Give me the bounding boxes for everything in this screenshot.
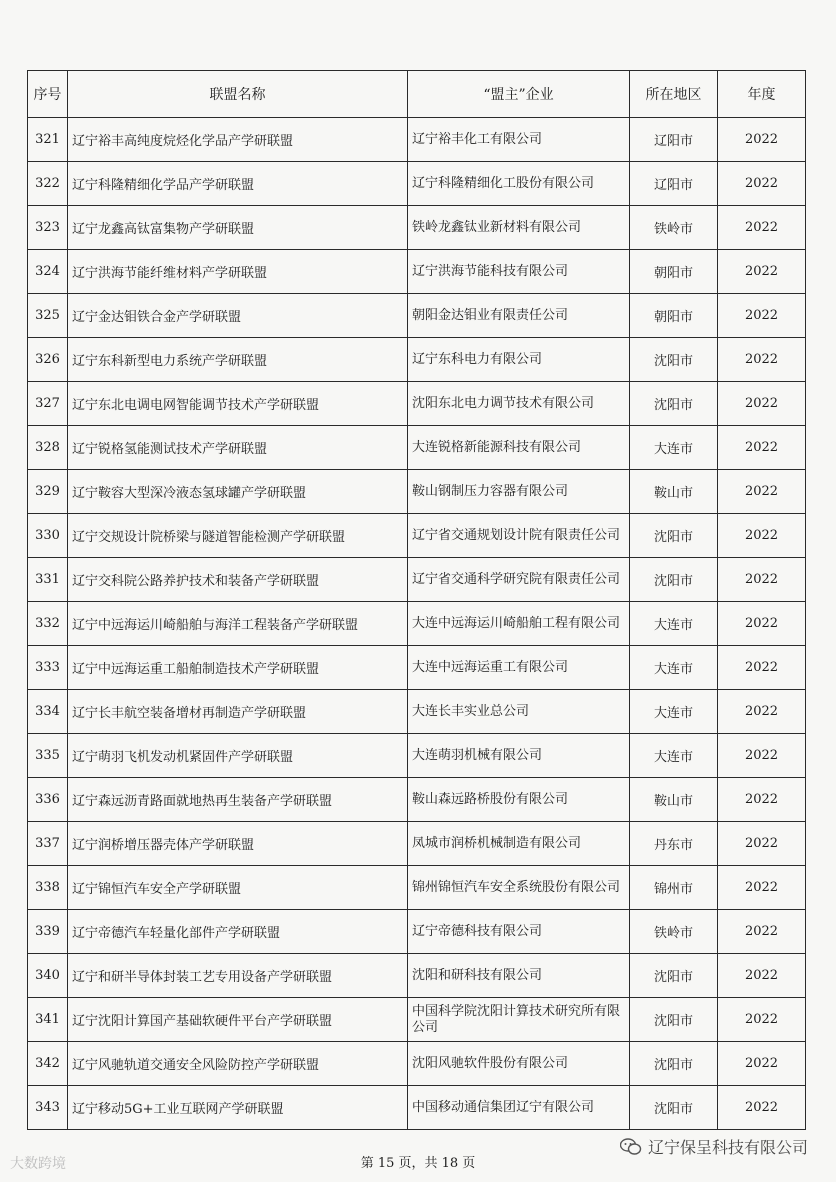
- cell-lead-enterprise: 中国科学院沈阳计算技术研究所有限公司: [408, 998, 630, 1042]
- cell-year: 2022: [718, 558, 806, 602]
- cell-lead-enterprise: 辽宁裕丰化工有限公司: [408, 118, 630, 162]
- header-name: 联盟名称: [68, 71, 408, 118]
- watermark-right: [620, 1135, 808, 1158]
- cell-no: 334: [28, 690, 68, 734]
- table-row: [28, 1042, 806, 1086]
- cell-alliance-name: 辽宁鞍容大型深冷液态氢球罐产学研联盟: [68, 470, 408, 514]
- cell-lead-enterprise: 沈阳风驰软件股份有限公司: [408, 1042, 630, 1086]
- cell-alliance-name: 辽宁长丰航空装备增材再制造产学研联盟: [68, 690, 408, 734]
- cell-no: 339: [28, 910, 68, 954]
- cell-lead-enterprise: 大连中远海运重工有限公司: [408, 646, 630, 690]
- cell-year: 2022: [718, 470, 806, 514]
- table-row: [28, 910, 806, 954]
- cell-year: 2022: [718, 382, 806, 426]
- table-row: [28, 778, 806, 822]
- cell-lead-enterprise: 辽宁省交通规划设计院有限责任公司: [408, 514, 630, 558]
- cell-alliance-name: 辽宁萌羽飞机发动机紧固件产学研联盟: [68, 734, 408, 778]
- cell-year: 2022: [718, 294, 806, 338]
- cell-lead-enterprise: 沈阳东北电力调节技术有限公司: [408, 382, 630, 426]
- cell-alliance-name: 辽宁锦恒汽车安全产学研联盟: [68, 866, 408, 910]
- cell-lead-enterprise: 大连中远海运川崎船舶工程有限公司: [408, 602, 630, 646]
- cell-no: 322: [28, 162, 68, 206]
- watermark-left-text: 大数跨境: [10, 1156, 66, 1172]
- cell-lead-enterprise: 凤城市润桥机械制造有限公司: [408, 822, 630, 866]
- cell-region: 丹东市: [630, 822, 718, 866]
- table-row: [28, 294, 806, 338]
- cell-lead-enterprise: 锦州锦恒汽车安全系统股份有限公司: [408, 866, 630, 910]
- table-row: [28, 822, 806, 866]
- cell-year: 2022: [718, 1042, 806, 1086]
- table-row: [28, 162, 806, 206]
- cell-year: 2022: [718, 734, 806, 778]
- alliance-table: [27, 70, 806, 1130]
- cell-no: 321: [28, 118, 68, 162]
- table-row: [28, 514, 806, 558]
- cell-lead-enterprise: 辽宁省交通科学研究院有限责任公司: [408, 558, 630, 602]
- cell-alliance-name: 辽宁风驰轨道交通安全风险防控产学研联盟: [68, 1042, 408, 1086]
- cell-region: 朝阳市: [630, 294, 718, 338]
- cell-lead-enterprise: 辽宁帝德科技有限公司: [408, 910, 630, 954]
- cell-no: 338: [28, 866, 68, 910]
- table-row: [28, 602, 806, 646]
- cell-no: 324: [28, 250, 68, 294]
- cell-no: 340: [28, 954, 68, 998]
- cell-no: 326: [28, 338, 68, 382]
- cell-no: 342: [28, 1042, 68, 1086]
- table-row: [28, 1086, 806, 1130]
- cell-no: 343: [28, 1086, 68, 1130]
- cell-alliance-name: 辽宁东北电调电网智能调节技术产学研联盟: [68, 382, 408, 426]
- cell-lead-enterprise: 辽宁科隆精细化工股份有限公司: [408, 162, 630, 206]
- cell-year: 2022: [718, 690, 806, 734]
- cell-lead-enterprise: 大连长丰实业总公司: [408, 690, 630, 734]
- cell-lead-enterprise: 沈阳和研科技有限公司: [408, 954, 630, 998]
- cell-lead-enterprise: 铁岭龙鑫钛业新材料有限公司: [408, 206, 630, 250]
- cell-region: 鞍山市: [630, 778, 718, 822]
- header-region: 所在地区: [630, 71, 718, 118]
- cell-alliance-name: 辽宁沈阳计算国产基础软硬件平台产学研联盟: [68, 998, 408, 1042]
- cell-no: 337: [28, 822, 68, 866]
- cell-no: 327: [28, 382, 68, 426]
- cell-alliance-name: 辽宁裕丰高纯度烷烃化学品产学研联盟: [68, 118, 408, 162]
- cell-no: 329: [28, 470, 68, 514]
- cell-region: 辽阳市: [630, 118, 718, 162]
- wechat-icon: [620, 1138, 642, 1156]
- cell-region: 大连市: [630, 602, 718, 646]
- cell-lead-enterprise: 大连锐格新能源科技有限公司: [408, 426, 630, 470]
- table-row: [28, 118, 806, 162]
- header-year: 年度: [718, 71, 806, 118]
- cell-lead-enterprise: 辽宁洪海节能科技有限公司: [408, 250, 630, 294]
- cell-region: 沈阳市: [630, 514, 718, 558]
- cell-alliance-name: 辽宁中远海运川崎船舶与海洋工程装备产学研联盟: [68, 602, 408, 646]
- table-row: [28, 954, 806, 998]
- cell-lead-enterprise: 鞍山森远路桥股份有限公司: [408, 778, 630, 822]
- cell-region: 锦州市: [630, 866, 718, 910]
- cell-region: 鞍山市: [630, 470, 718, 514]
- cell-no: 325: [28, 294, 68, 338]
- table-row: [28, 866, 806, 910]
- cell-no: 341: [28, 998, 68, 1042]
- cell-no: 331: [28, 558, 68, 602]
- cell-alliance-name: 辽宁润桥增压器壳体产学研联盟: [68, 822, 408, 866]
- cell-year: 2022: [718, 954, 806, 998]
- cell-year: 2022: [718, 998, 806, 1042]
- header-no: 序号: [28, 71, 68, 118]
- cell-alliance-name: 辽宁帝德汽车轻量化部件产学研联盟: [68, 910, 408, 954]
- cell-year: 2022: [718, 1086, 806, 1130]
- cell-alliance-name: 辽宁金达钼铁合金产学研联盟: [68, 294, 408, 338]
- cell-year: 2022: [718, 646, 806, 690]
- cell-no: 335: [28, 734, 68, 778]
- table-row: [28, 426, 806, 470]
- cell-year: 2022: [718, 250, 806, 294]
- cell-lead-enterprise: 朝阳金达钼业有限责任公司: [408, 294, 630, 338]
- cell-region: 沈阳市: [630, 998, 718, 1042]
- cell-year: 2022: [718, 162, 806, 206]
- cell-year: 2022: [718, 910, 806, 954]
- cell-no: 323: [28, 206, 68, 250]
- table-row: [28, 646, 806, 690]
- cell-alliance-name: 辽宁移动5G+工业互联网产学研联盟: [68, 1086, 408, 1130]
- cell-alliance-name: 辽宁交科院公路养护技术和装备产学研联盟: [68, 558, 408, 602]
- cell-year: 2022: [718, 514, 806, 558]
- cell-year: 2022: [718, 602, 806, 646]
- cell-alliance-name: 辽宁科隆精细化学品产学研联盟: [68, 162, 408, 206]
- cell-no: 332: [28, 602, 68, 646]
- table-row: [28, 206, 806, 250]
- cell-no: 333: [28, 646, 68, 690]
- cell-lead-enterprise: 大连萌羽机械有限公司: [408, 734, 630, 778]
- cell-year: 2022: [718, 426, 806, 470]
- table-row: [28, 470, 806, 514]
- cell-alliance-name: 辽宁龙鑫高钛富集物产学研联盟: [68, 206, 408, 250]
- cell-no: 336: [28, 778, 68, 822]
- cell-region: 辽阳市: [630, 162, 718, 206]
- cell-lead-enterprise: 鞍山钢制压力容器有限公司: [408, 470, 630, 514]
- cell-region: 大连市: [630, 646, 718, 690]
- cell-year: 2022: [718, 866, 806, 910]
- table-row: [28, 382, 806, 426]
- cell-region: 大连市: [630, 734, 718, 778]
- cell-region: 大连市: [630, 426, 718, 470]
- cell-region: 沈阳市: [630, 1086, 718, 1130]
- watermark-right-text: 辽宁保呈科技有限公司: [647, 1138, 808, 1157]
- cell-year: 2022: [718, 206, 806, 250]
- table-row: [28, 558, 806, 602]
- cell-region: 朝阳市: [630, 250, 718, 294]
- cell-alliance-name: 辽宁中远海运重工船舶制造技术产学研联盟: [68, 646, 408, 690]
- table-row: [28, 690, 806, 734]
- cell-alliance-name: 辽宁森远沥青路面就地热再生装备产学研联盟: [68, 778, 408, 822]
- cell-no: 328: [28, 426, 68, 470]
- table-row: [28, 734, 806, 778]
- table-row: [28, 998, 806, 1042]
- cell-year: 2022: [718, 338, 806, 382]
- cell-lead-enterprise: 中国移动通信集团辽宁有限公司: [408, 1086, 630, 1130]
- page-number-label: 第 15 页，共 18 页: [360, 1156, 476, 1171]
- cell-alliance-name: 辽宁交规设计院桥梁与隧道智能检测产学研联盟: [68, 514, 408, 558]
- cell-region: 铁岭市: [630, 910, 718, 954]
- cell-lead-enterprise: 辽宁东科电力有限公司: [408, 338, 630, 382]
- cell-region: 铁岭市: [630, 206, 718, 250]
- cell-region: 沈阳市: [630, 558, 718, 602]
- cell-year: 2022: [718, 118, 806, 162]
- cell-region: 大连市: [630, 690, 718, 734]
- cell-alliance-name: 辽宁锐格氢能测试技术产学研联盟: [68, 426, 408, 470]
- table-row: [28, 250, 806, 294]
- cell-alliance-name: 辽宁东科新型电力系统产学研联盟: [68, 338, 408, 382]
- cell-year: 2022: [718, 778, 806, 822]
- cell-year: 2022: [718, 822, 806, 866]
- table-header-row: [28, 71, 806, 118]
- table-row: [28, 338, 806, 382]
- cell-no: 330: [28, 514, 68, 558]
- cell-region: 沈阳市: [630, 954, 718, 998]
- cell-alliance-name: 辽宁和研半导体封装工艺专用设备产学研联盟: [68, 954, 408, 998]
- header-enterprise: “盟主”企业: [408, 71, 630, 118]
- cell-region: 沈阳市: [630, 382, 718, 426]
- cell-region: 沈阳市: [630, 338, 718, 382]
- cell-alliance-name: 辽宁洪海节能纤维材料产学研联盟: [68, 250, 408, 294]
- cell-region: 沈阳市: [630, 1042, 718, 1086]
